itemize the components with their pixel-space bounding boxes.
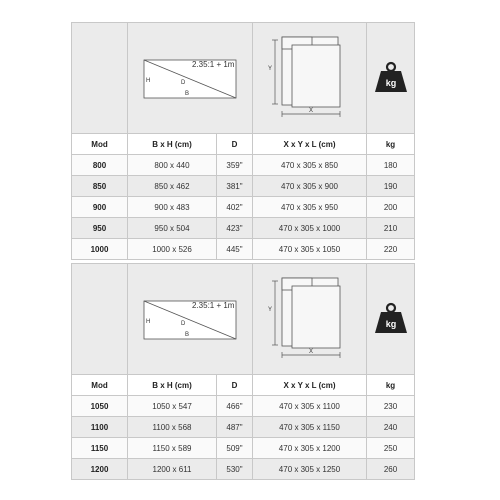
col-header-kg: kg (367, 134, 415, 155)
col-header-kg: kg (367, 375, 415, 396)
cell-d: 466" (217, 396, 253, 417)
cell-bxh: 850 x 462 (128, 176, 217, 197)
cell-mod: 1050 (72, 396, 128, 417)
screen-diagram (130, 269, 250, 369)
weight-icon-label: kg (385, 319, 396, 329)
cell-d: 487" (217, 417, 253, 438)
cell-kg: 240 (367, 417, 415, 438)
cell-bxh: 1100 x 568 (128, 417, 217, 438)
col-header-d: D (217, 134, 253, 155)
box-diagram (260, 28, 360, 128)
table-row (72, 155, 415, 176)
table-row (72, 459, 415, 480)
box-x-letter: X (308, 108, 313, 114)
cell-kg: 180 (367, 155, 415, 176)
screen-h-letter: H (146, 78, 151, 84)
cell-d: 445" (217, 239, 253, 260)
weight-icon (371, 299, 411, 339)
table-row (72, 438, 415, 459)
screen-ratio-label: 2.35:1 + 1m (192, 301, 235, 310)
box-y-letter: Y (267, 307, 272, 313)
box-diagram-cell (253, 23, 367, 134)
cell-d: 509" (217, 438, 253, 459)
cell-kg: 200 (367, 197, 415, 218)
screen-diagram-cell (128, 23, 253, 134)
box-diagram-cell (253, 264, 367, 375)
cell-xyl: 470 x 305 x 1150 (253, 417, 367, 438)
diagram-row (72, 23, 415, 134)
col-header-mod: Mod (72, 134, 128, 155)
cell-bxh: 800 x 440 (128, 155, 217, 176)
table-row (72, 239, 415, 260)
cell-kg: 250 (367, 438, 415, 459)
col-header-bxh: B x H (cm) (128, 134, 217, 155)
cell-bxh: 1150 x 589 (128, 438, 217, 459)
cell-mod: 950 (72, 218, 128, 239)
cell-bxh: 900 x 483 (128, 197, 217, 218)
screen-diagram-cell (128, 264, 253, 375)
cell-xyl: 470 x 305 x 1200 (253, 438, 367, 459)
screen-b-letter: B (185, 332, 190, 338)
spec-table-2 (71, 263, 415, 480)
box-y-letter: Y (267, 66, 272, 72)
cell-kg: 230 (367, 396, 415, 417)
cell-mod: 1100 (72, 417, 128, 438)
box-diagram (260, 269, 360, 369)
cell-mod: 900 (72, 197, 128, 218)
weight-icon (371, 58, 411, 98)
cell-xyl: 470 x 305 x 1050 (253, 239, 367, 260)
cell-mod: 1000 (72, 239, 128, 260)
cell-d: 530" (217, 459, 253, 480)
weight-icon-label: kg (385, 78, 396, 88)
table-row (72, 396, 415, 417)
box-x-letter: X (308, 349, 313, 355)
col-header-mod: Mod (72, 375, 128, 396)
screen-h-letter: H (146, 319, 151, 325)
screen-ratio-label: 2.35:1 + 1m (192, 60, 235, 69)
weight-icon-cell (367, 23, 415, 134)
cell-kg: 190 (367, 176, 415, 197)
cell-kg: 210 (367, 218, 415, 239)
col-header-d: D (217, 375, 253, 396)
spec-table-1 (71, 22, 415, 260)
cell-d: 423" (217, 218, 253, 239)
cell-bxh: 950 x 504 (128, 218, 217, 239)
col-header-xyl: X x Y x L (cm) (253, 375, 367, 396)
table-body (72, 155, 415, 260)
col-header-bxh: B x H (cm) (128, 375, 217, 396)
diagram-spacer (72, 23, 128, 134)
cell-kg: 220 (367, 239, 415, 260)
table-row (72, 197, 415, 218)
screen-d-letter: D (181, 321, 186, 327)
screen-b-letter: B (185, 91, 190, 97)
cell-d: 359" (217, 155, 253, 176)
cell-mod: 1150 (72, 438, 128, 459)
table-row (72, 218, 415, 239)
cell-xyl: 470 x 305 x 1000 (253, 218, 367, 239)
cell-mod: 850 (72, 176, 128, 197)
cell-kg: 260 (367, 459, 415, 480)
cell-d: 402" (217, 197, 253, 218)
cell-xyl: 470 x 305 x 850 (253, 155, 367, 176)
diagram-spacer (72, 264, 128, 375)
cell-xyl: 470 x 305 x 1250 (253, 459, 367, 480)
cell-xyl: 470 x 305 x 1100 (253, 396, 367, 417)
weight-icon-cell (367, 264, 415, 375)
cell-bxh: 1000 x 526 (128, 239, 217, 260)
table-body (72, 396, 415, 480)
cell-xyl: 470 x 305 x 900 (253, 176, 367, 197)
header-row (72, 375, 415, 396)
cell-mod: 800 (72, 155, 128, 176)
table-row (72, 176, 415, 197)
table-row (72, 417, 415, 438)
cell-bxh: 1050 x 547 (128, 396, 217, 417)
cell-mod: 1200 (72, 459, 128, 480)
screen-diagram (130, 28, 250, 128)
diagram-row (72, 264, 415, 375)
screen-d-letter: D (181, 80, 186, 86)
header-row (72, 134, 415, 155)
cell-d: 381" (217, 176, 253, 197)
col-header-xyl: X x Y x L (cm) (253, 134, 367, 155)
cell-xyl: 470 x 305 x 950 (253, 197, 367, 218)
cell-bxh: 1200 x 611 (128, 459, 217, 480)
